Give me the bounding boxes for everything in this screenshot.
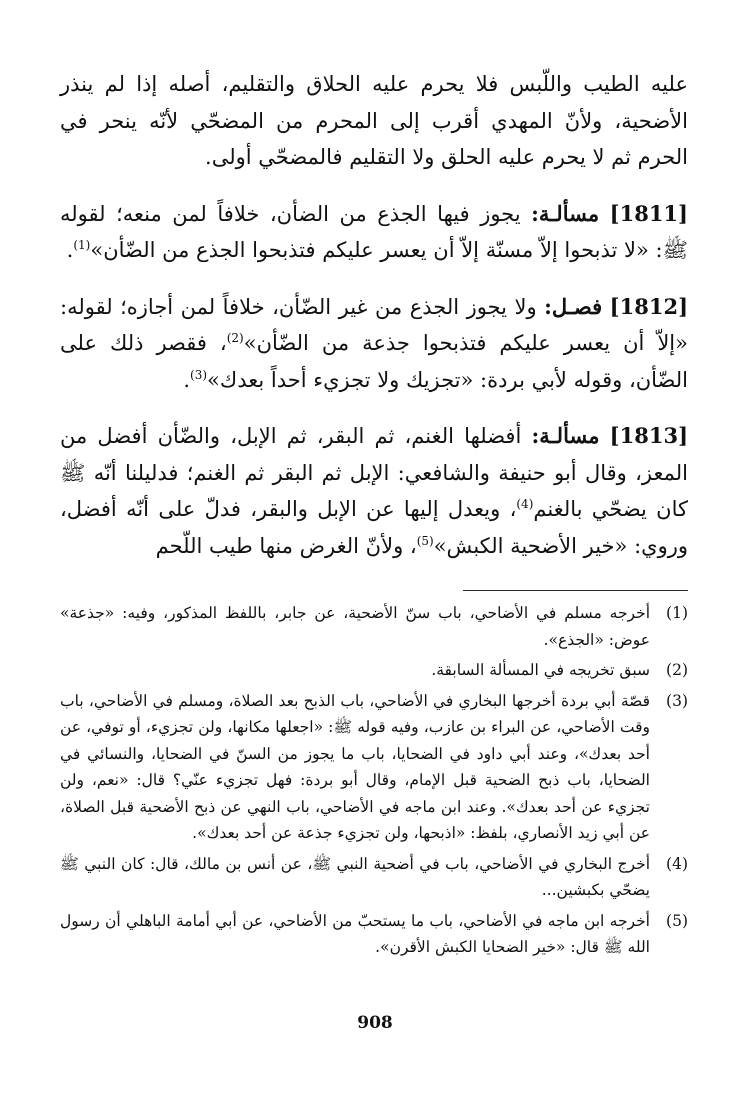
issue-text: ولا يجوز الجذع من غير الضّأن، خلافاً لمن أجازه؛ لقوله: «إلاّ أن يعسر عليكم فتذبحوا جذعة من الضّأن» [60,294,688,355]
footnote-number: (5) [666,911,688,930]
issue-text: أفضلها الغنم، ثم البقر، ثم الإبل، والضّأن أفضل من المعز، وقال أبو حنيفة والشافعي: الإبل ثم البقر ثم الغنم؛ فدليلنا أنّه ﷺ كان يضحّي بالغنم [60,424,689,521]
issue-text-end: ، ولأنّ الغرض منها طيب اللّحم [155,533,417,558]
issue-text: يجوز فيها الجذع من الضأن، خلافاً لمن منعه؛ لقوله ﷺ: «لا تذبحوا إلاّ مسنّة إلاّ أن يعسر عليكم فتذبحوا الجذع من الضّأن» [60,201,688,262]
footnote-text: أخرج البخاري في الأضاحي، باب في أضحية النبي ﷺ، عن أنس بن مالك، قال: كان النبي ﷺ يضحّي بكبشين... [60,854,650,899]
footnote [60,851,688,904]
issue-text: ، فقصر ذلك على الضّأن، وقوله لأبي بردة: «تجزيك ولا تجزيء أحداً بعدك» [60,331,688,392]
issue-label: مسألـة: [531,423,600,448]
issue-1811 [60,196,688,269]
footnote-number: (1) [666,604,688,622]
footnote-text: أخرجه ابن ماجه في الأضاحي، باب ما يستحبّ من الأضاحي، عن أبي أمامة الباهلي أن رسول الله ﷺ قال: «خير الضحايا الكبش الأقرن». [60,911,650,956]
footnote [60,688,688,847]
footnote [60,908,688,961]
issue-label: مسألـة: [531,200,600,226]
paragraph-intro: عليه الطيب واللّبس فلا يحرم عليه الحلاق والتقليم، أصله إذا لم ينذر الأضحية، ولأنّ المهدي أقرب إلى المحرم من المضحّي لأنّه ينحر في الحرم ثم لا يحرم عليه الحلق ولا التقليم فالمضحّي أولى. [60,72,688,169]
issue-text-end: . [183,367,191,392]
footnote-text: أخرجه مسلم في الأضاحي، باب سنّ الأضحية، عن جابر، باللفظ المذكور، وفيه: «جذعة» عوض: «الجذع». [60,604,650,649]
footnote-number: (2) [666,661,688,679]
footnote-divider [463,590,688,591]
issue-number: [1811] [609,200,688,226]
issue-1812 [60,289,688,399]
issue-number: [1813] [609,423,688,448]
footnote [60,600,688,653]
footnote-ref: (4) [516,497,534,511]
footnote-text: قصّة أبي بردة أخرجها البخاري في الأضاحي، باب الذبح بعد الصلاة، ومسلم في الأضاحي، باب وقت الأضاحي، عن البراء بن عازب، وفيه قوله ﷺ: «اجعلها مكانها، ولن تجزيء، أو توفي، عن أحد بعدك»، وعند أبي داود في الضحايا، باب ما يجوز من السنّ في الضحايا، والنسائي في الضحايا، باب ذبح الضحية قبل الإمام، وقال أبو بردة: فهل تجزيء عنّي؟ قال: «نعم، ولن تجزيء عن أحد بعدك». وعند ابن ماجه في الأضاحي، باب النهي عن ذبح الأضحية قبل الصلاة، عن أبي زيد الأنصاري، بلفظ: «اذبحها، ولن تجزيء جذعة عن أحد بعدك». [60,691,650,842]
issue-number: [1812] [609,293,688,319]
footnotes [60,600,688,965]
issue-text: ، ويعدل إليها عن الإبل والبقر، فدلّ على أنّه أفضل، وروي: «خير الأضحية الكبش» [60,497,688,558]
footnote-ref: (2) [226,331,244,345]
issue-label: فصـل: [544,293,603,319]
main-text [60,66,688,564]
footnote-ref: (1) [73,238,91,252]
footnote-number: (3) [666,691,688,710]
footnote-text: سبق تخريجه في المسألة السابقة. [431,661,650,679]
footnote-ref: (3) [190,367,208,382]
footnote-number: (4) [666,854,688,873]
footnote [60,657,688,684]
issue-1813 [60,418,688,564]
issue-text-end: . [66,238,74,262]
footnote-ref: (5) [416,533,434,548]
page-number: 908 [357,1013,393,1033]
